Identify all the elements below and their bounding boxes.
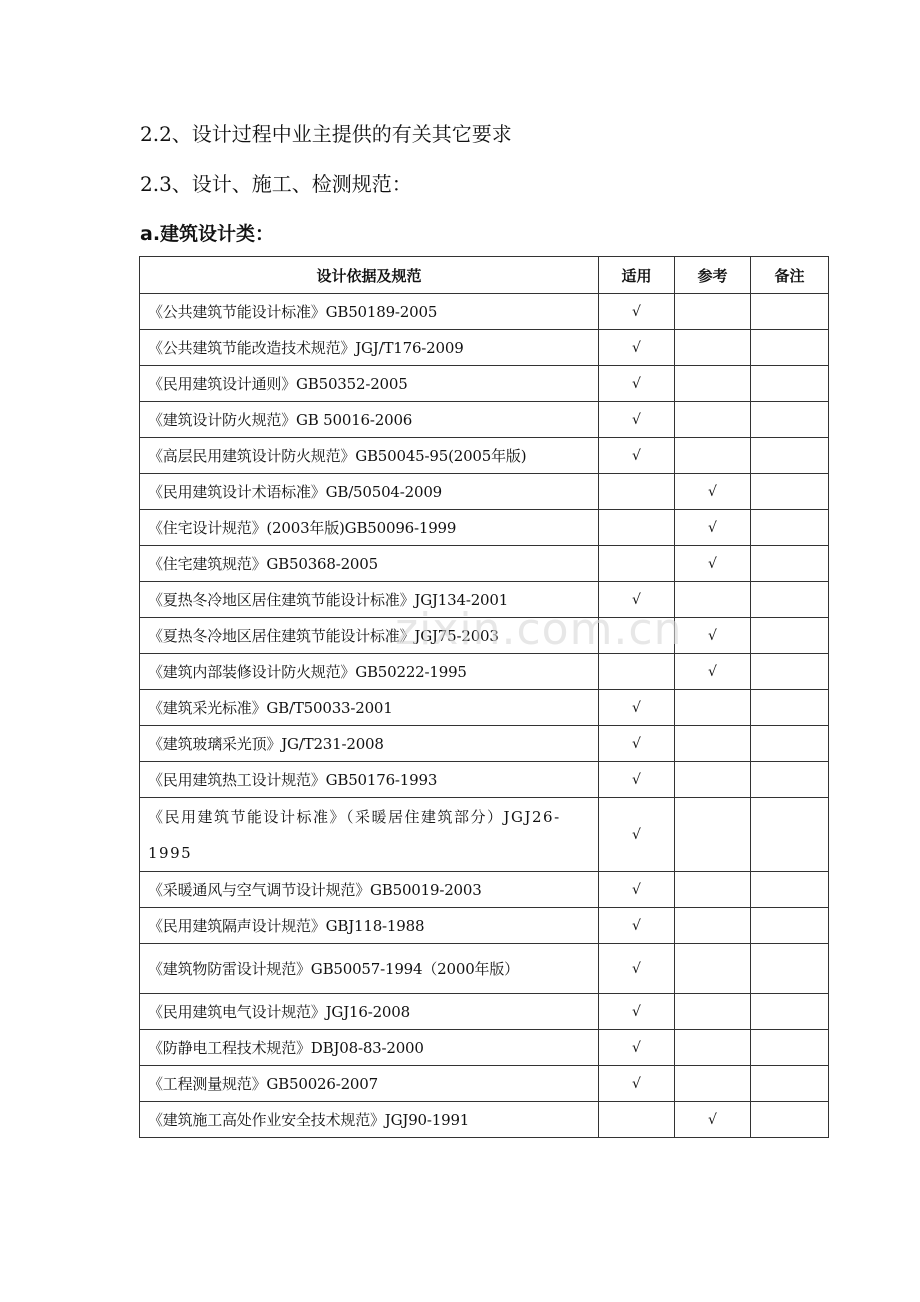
standard-name-cell: 《公共建筑节能设计标准》GB50189-2005 (140, 294, 599, 330)
standard-name-cell: 《民用建筑节能设计标准》（采暖居住建筑部分）JGJ26-1995 (140, 798, 599, 872)
applicable-cell (599, 1102, 675, 1138)
applicable-cell: √ (599, 762, 675, 798)
header-note: 备注 (751, 257, 829, 294)
note-cell (751, 872, 829, 908)
table-body (140, 294, 829, 1138)
table-row (140, 994, 829, 1030)
note-cell (751, 330, 829, 366)
reference-cell (675, 798, 751, 872)
note-cell (751, 762, 829, 798)
table-row (140, 690, 829, 726)
applicable-cell: √ (599, 994, 675, 1030)
table-row (140, 798, 829, 872)
table-row (140, 330, 829, 366)
table-row (140, 762, 829, 798)
table-row (140, 510, 829, 546)
standard-name-cell: 《建筑内部装修设计防火规范》GB50222-1995 (140, 654, 599, 690)
reference-cell: √ (675, 474, 751, 510)
note-cell (751, 690, 829, 726)
reference-cell (675, 1030, 751, 1066)
table-header-row (140, 257, 829, 294)
note-cell (751, 994, 829, 1030)
standard-name-cell: 《建筑物防雷设计规范》GB50057-1994（2000年版） (140, 944, 599, 994)
standard-name-cell: 《建筑设计防火规范》GB 50016-2006 (140, 402, 599, 438)
reference-cell (675, 1066, 751, 1102)
applicable-cell (599, 546, 675, 582)
table-row (140, 438, 829, 474)
standard-name-cell: 《工程测量规范》GB50026-2007 (140, 1066, 599, 1102)
standard-name-cell: 《民用建筑隔声设计规范》GBJ118-1988 (140, 908, 599, 944)
table-row (140, 654, 829, 690)
note-cell (751, 618, 829, 654)
table-row (140, 908, 829, 944)
reference-cell: √ (675, 1102, 751, 1138)
applicable-cell: √ (599, 582, 675, 618)
note-cell (751, 438, 829, 474)
reference-cell (675, 944, 751, 994)
section-heading-2-3: 2.3、设计、施工、检测规范： (140, 172, 412, 196)
header-reference: 参考 (675, 257, 751, 294)
standard-name-cell: 《建筑采光标准》GB/T50033-2001 (140, 690, 599, 726)
note-cell (751, 944, 829, 994)
applicable-cell: √ (599, 690, 675, 726)
standard-name-cell: 《住宅建筑规范》GB50368-2005 (140, 546, 599, 582)
reference-cell (675, 726, 751, 762)
applicable-cell: √ (599, 330, 675, 366)
table-row (140, 1030, 829, 1066)
applicable-cell: √ (599, 944, 675, 994)
table-row (140, 726, 829, 762)
note-cell (751, 654, 829, 690)
note-cell (751, 1030, 829, 1066)
standard-name-cell: 《民用建筑设计术语标准》GB/50504-2009 (140, 474, 599, 510)
reference-cell (675, 330, 751, 366)
applicable-cell (599, 654, 675, 690)
standard-name-cell: 《民用建筑热工设计规范》GB50176-1993 (140, 762, 599, 798)
applicable-cell: √ (599, 726, 675, 762)
note-cell (751, 1066, 829, 1102)
standard-name-cell: 《夏热冬冷地区居住建筑节能设计标准》JGJ134-2001 (140, 582, 599, 618)
reference-cell (675, 690, 751, 726)
note-cell (751, 546, 829, 582)
applicable-cell: √ (599, 1066, 675, 1102)
note-cell (751, 726, 829, 762)
table-row (140, 294, 829, 330)
table-row (140, 944, 829, 994)
standard-name-cell: 《建筑施工高处作业安全技术规范》JGJ90-1991 (140, 1102, 599, 1138)
reference-cell: √ (675, 654, 751, 690)
reference-cell: √ (675, 618, 751, 654)
note-cell (751, 510, 829, 546)
note-cell (751, 402, 829, 438)
applicable-cell: √ (599, 798, 675, 872)
header-standard: 设计依据及规范 (140, 257, 599, 294)
applicable-cell: √ (599, 908, 675, 944)
applicable-cell (599, 618, 675, 654)
note-cell (751, 582, 829, 618)
applicable-cell (599, 510, 675, 546)
reference-cell: √ (675, 510, 751, 546)
table-row (140, 1102, 829, 1138)
note-cell (751, 1102, 829, 1138)
applicable-cell: √ (599, 366, 675, 402)
applicable-cell: √ (599, 438, 675, 474)
reference-cell: √ (675, 546, 751, 582)
applicable-cell: √ (599, 872, 675, 908)
reference-cell (675, 438, 751, 474)
applicable-cell (599, 474, 675, 510)
applicable-cell: √ (599, 402, 675, 438)
reference-cell (675, 366, 751, 402)
standard-name-cell: 《防静电工程技术规范》DBJ08-83-2000 (140, 1030, 599, 1066)
reference-cell (675, 908, 751, 944)
note-cell (751, 474, 829, 510)
table-row (140, 402, 829, 438)
standards-table (139, 256, 829, 1138)
table-row (140, 546, 829, 582)
note-cell (751, 366, 829, 402)
applicable-cell: √ (599, 1030, 675, 1066)
standard-name-cell: 《建筑玻璃采光顶》JG/T231-2008 (140, 726, 599, 762)
standard-name-cell: 《民用建筑电气设计规范》JGJ16-2008 (140, 994, 599, 1030)
table-row (140, 474, 829, 510)
standard-name-cell: 《采暖通风与空气调节设计规范》GB50019-2003 (140, 872, 599, 908)
standard-name-cell: 《高层民用建筑设计防火规范》GB50045-95(2005年版) (140, 438, 599, 474)
table-row (140, 872, 829, 908)
table-row (140, 582, 829, 618)
standard-name-cell: 《夏热冬冷地区居住建筑节能设计标准》JGJ75-2003 (140, 618, 599, 654)
watermark: zixin.com.cn (395, 604, 683, 655)
note-cell (751, 294, 829, 330)
standard-name-cell: 《民用建筑设计通则》GB50352-2005 (140, 366, 599, 402)
table-row (140, 618, 829, 654)
reference-cell (675, 994, 751, 1030)
table-row (140, 1066, 829, 1102)
reference-cell (675, 872, 751, 908)
applicable-cell: √ (599, 294, 675, 330)
table-row (140, 366, 829, 402)
subsection-heading-a: a.建筑设计类： (140, 223, 275, 245)
reference-cell (675, 582, 751, 618)
standard-name-cell: 《公共建筑节能改造技术规范》JGJ/T176-2009 (140, 330, 599, 366)
reference-cell (675, 402, 751, 438)
note-cell (751, 798, 829, 872)
section-heading-2-2: 2.2、设计过程中业主提供的有关其它要求 (140, 122, 512, 146)
standard-name-cell: 《住宅设计规范》(2003年版)GB50096-1999 (140, 510, 599, 546)
header-applicable: 适用 (599, 257, 675, 294)
note-cell (751, 908, 829, 944)
reference-cell (675, 294, 751, 330)
reference-cell (675, 762, 751, 798)
